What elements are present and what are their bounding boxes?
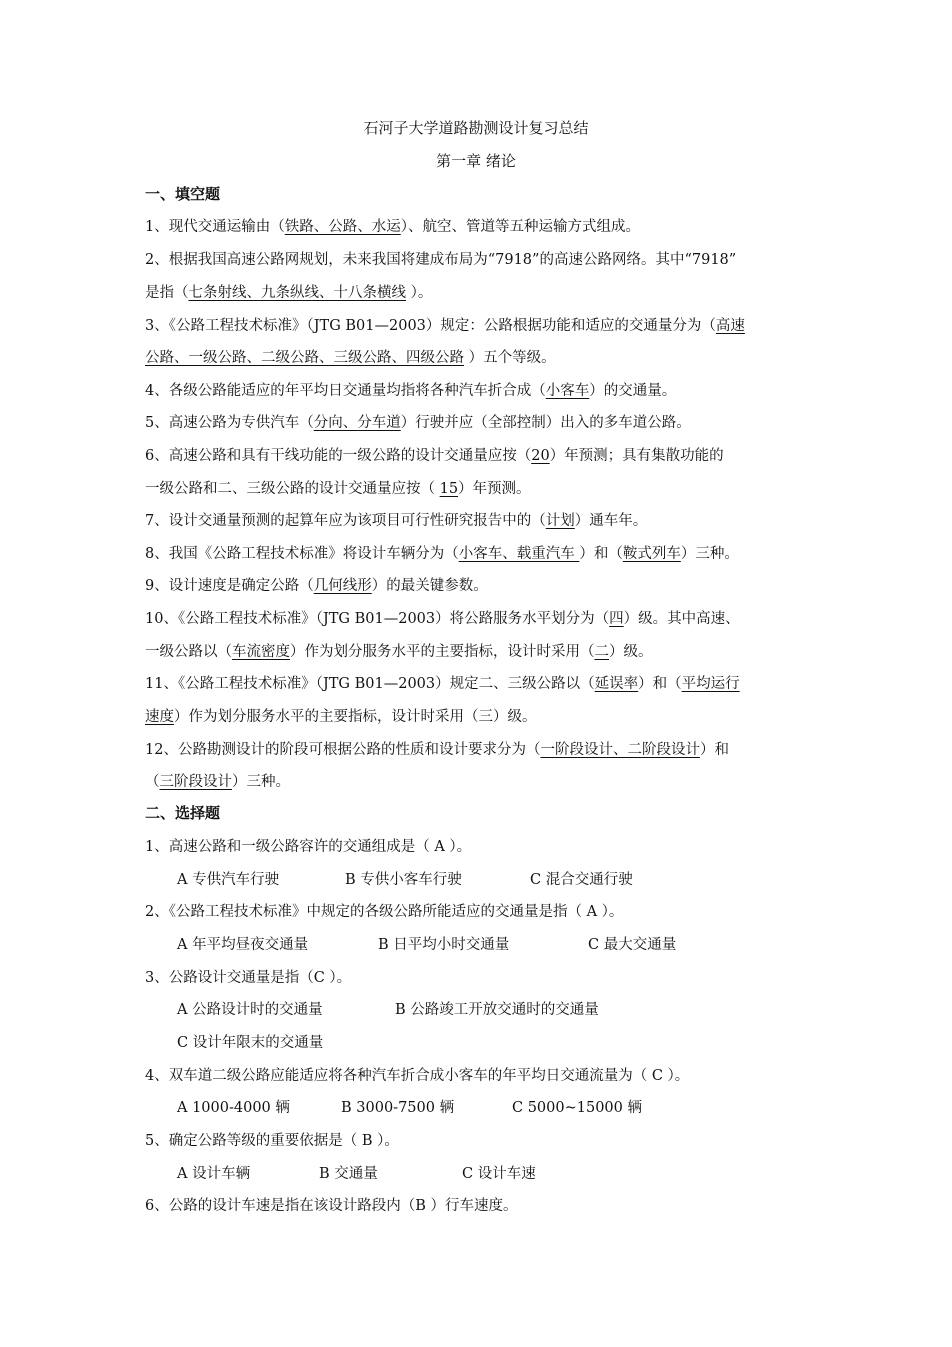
answer: 小客车 bbox=[545, 383, 590, 399]
fill-question-12-line-2: （三阶段设计）三种。 bbox=[145, 774, 290, 790]
fill-question-11-line-1: 11、《公路工程技术标准》（JTG B01—2003）规定二、三级公路以（延误率）和（平均运行 bbox=[145, 676, 740, 692]
fill-question-10-line-1: 10、《公路工程技术标准》（JTG B01—2003）将公路服务水平划分为（四）级。其中高速、 bbox=[145, 611, 740, 627]
fill-question-8: 8、我国《公路工程技术标准》将设计车辆分为（小客车、载重汽车 ）和（鞍式列车）三种。 bbox=[145, 546, 739, 562]
answer: 平均运行 bbox=[681, 676, 740, 692]
answer: 二 bbox=[594, 644, 609, 660]
document-title: 石河子大学道路勘测设计复习总结 bbox=[363, 119, 589, 137]
choice-3-option-a: A 公路设计时的交通量 bbox=[177, 1002, 323, 1018]
answer: 七条射线、九条纵线、十八条横线 bbox=[188, 285, 406, 301]
fill-question-6-line-1: 6、高速公路和具有干线功能的一级公路的设计交通量应按（20）年预测；具有集散功能的 bbox=[145, 448, 724, 464]
answer: 鞍式列车 bbox=[622, 546, 681, 562]
choice-question-3: 3、公路设计交通量是指（C ）。 bbox=[145, 970, 352, 986]
section-choice-heading: 二、选择题 bbox=[145, 804, 221, 822]
fill-question-4: 4、各级公路能适应的年平均日交通量均指将各种汽车折合成（小客车）的交通量。 bbox=[145, 383, 677, 399]
answer: 速度 bbox=[145, 709, 174, 725]
choice-question-5: 5、确定公路等级的重要依据是（ B ）。 bbox=[145, 1133, 399, 1149]
answer: 一阶段设计、二阶段设计 bbox=[540, 742, 700, 758]
choice-2-option-a: A 年平均昼夜交通量 bbox=[177, 937, 309, 953]
fill-question-3-line-2: 公路、一级公路、二级公路、三级公路、四级公路 ）五个等级。 bbox=[145, 350, 556, 366]
answer: 公路、一级公路、二级公路、三级公路、四级公路 bbox=[145, 350, 464, 366]
fill-question-9: 9、设计速度是确定公路（几何线形）的最关键参数。 bbox=[145, 578, 488, 594]
choice-5-option-b: B 交通量 bbox=[319, 1166, 378, 1182]
fill-question-10-line-2: 一级公路以（车流密度）作为划分服务水平的主要指标，设计时采用（二）级。 bbox=[145, 644, 653, 660]
choice-1-option-a: A 专供汽车行驶 bbox=[177, 872, 280, 888]
answer: 分向、分车道 bbox=[313, 415, 401, 431]
choice-4-option-a: A 1000-4000 辆 bbox=[177, 1100, 290, 1116]
fill-question-7: 7、设计交通量预测的起算年应为该项目可行性研究报告中的（计划）通车年。 bbox=[145, 513, 648, 529]
choice-question-4: 4、双车道二级公路应能适应将各种汽车折合成小客车的年平均日交通流量为（ C ）。 bbox=[145, 1068, 690, 1084]
choice-4-option-c: C 5000~15000 辆 bbox=[512, 1100, 642, 1116]
choice-2-option-b: B 日平均小时交通量 bbox=[378, 937, 510, 953]
choice-5-option-a: A 设计车辆 bbox=[177, 1166, 251, 1182]
fill-question-2-line-2: 是指（七条射线、九条纵线、十八条横线 ）。 bbox=[145, 285, 433, 301]
fill-question-3-line-1: 3、《公路工程技术标准》（JTG B01—2003）规定：公路根据功能和适应的交通量分为（高速 bbox=[145, 318, 745, 334]
choice-question-2: 2、《公路工程技术标准》中规定的各级公路所能适应的交通量是指（ A ）。 bbox=[145, 904, 624, 920]
choice-5-option-c: C 设计车速 bbox=[462, 1166, 536, 1182]
answer: 小客车、载重汽车 bbox=[458, 546, 580, 562]
answer: 高速 bbox=[715, 318, 745, 334]
answer: 四 bbox=[609, 611, 624, 627]
choice-1-option-c: C 混合交通行驶 bbox=[530, 872, 633, 888]
fill-question-11-line-2: 速度）作为划分服务水平的主要指标，设计时采用（三）级。 bbox=[145, 709, 537, 725]
answer: 几何线形 bbox=[313, 578, 372, 594]
answer: 三阶段设计 bbox=[159, 774, 232, 790]
answer: 延误率 bbox=[594, 676, 639, 692]
choice-4-option-b: B 3000-7500 辆 bbox=[341, 1100, 455, 1116]
choice-2-option-c: C 最大交通量 bbox=[588, 937, 677, 953]
choice-question-6: 6、公路的设计车速是指在该设计路段内（B ）行车速度。 bbox=[145, 1198, 518, 1214]
choice-3-option-b: B 公路竣工开放交通时的交通量 bbox=[395, 1002, 599, 1018]
answer: 铁路、公路、水运 bbox=[284, 219, 401, 235]
fill-question-2-line-1: 2、根据我国高速公路网规划，未来我国将建成布局为“7918”的高速公路网络。其中“7918” bbox=[145, 252, 737, 268]
fill-question-6-line-2: 一级公路和二、三级公路的设计交通量应按（ 15）年预测。 bbox=[145, 481, 531, 497]
chapter-title: 第一章 绪论 bbox=[436, 152, 516, 170]
answer: 车流密度 bbox=[232, 644, 290, 660]
answer: 计划 bbox=[545, 513, 575, 529]
answer: 20 bbox=[531, 448, 550, 464]
fill-question-12-line-1: 12、公路勘测设计的阶段可根据公路的性质和设计要求分为（一阶段设计、二阶段设计）和 bbox=[145, 742, 729, 758]
answer: 15 bbox=[439, 481, 459, 497]
section-fill-blank-heading: 一、填空题 bbox=[145, 185, 221, 203]
fill-question-1: 1、现代交通运输由（铁路、公路、水运）、航空、管道等五种运输方式组成。 bbox=[145, 219, 640, 235]
choice-question-1: 1、高速公路和一级公路容许的交通组成是（ A ）。 bbox=[145, 839, 472, 855]
fill-question-5: 5、高速公路为专供汽车（分向、分车道）行驶并应（全部控制）出入的多车道公路。 bbox=[145, 415, 691, 431]
choice-3-option-c: C 设计年限末的交通量 bbox=[177, 1035, 324, 1051]
choice-1-option-b: B 专供小客车行驶 bbox=[345, 872, 462, 888]
